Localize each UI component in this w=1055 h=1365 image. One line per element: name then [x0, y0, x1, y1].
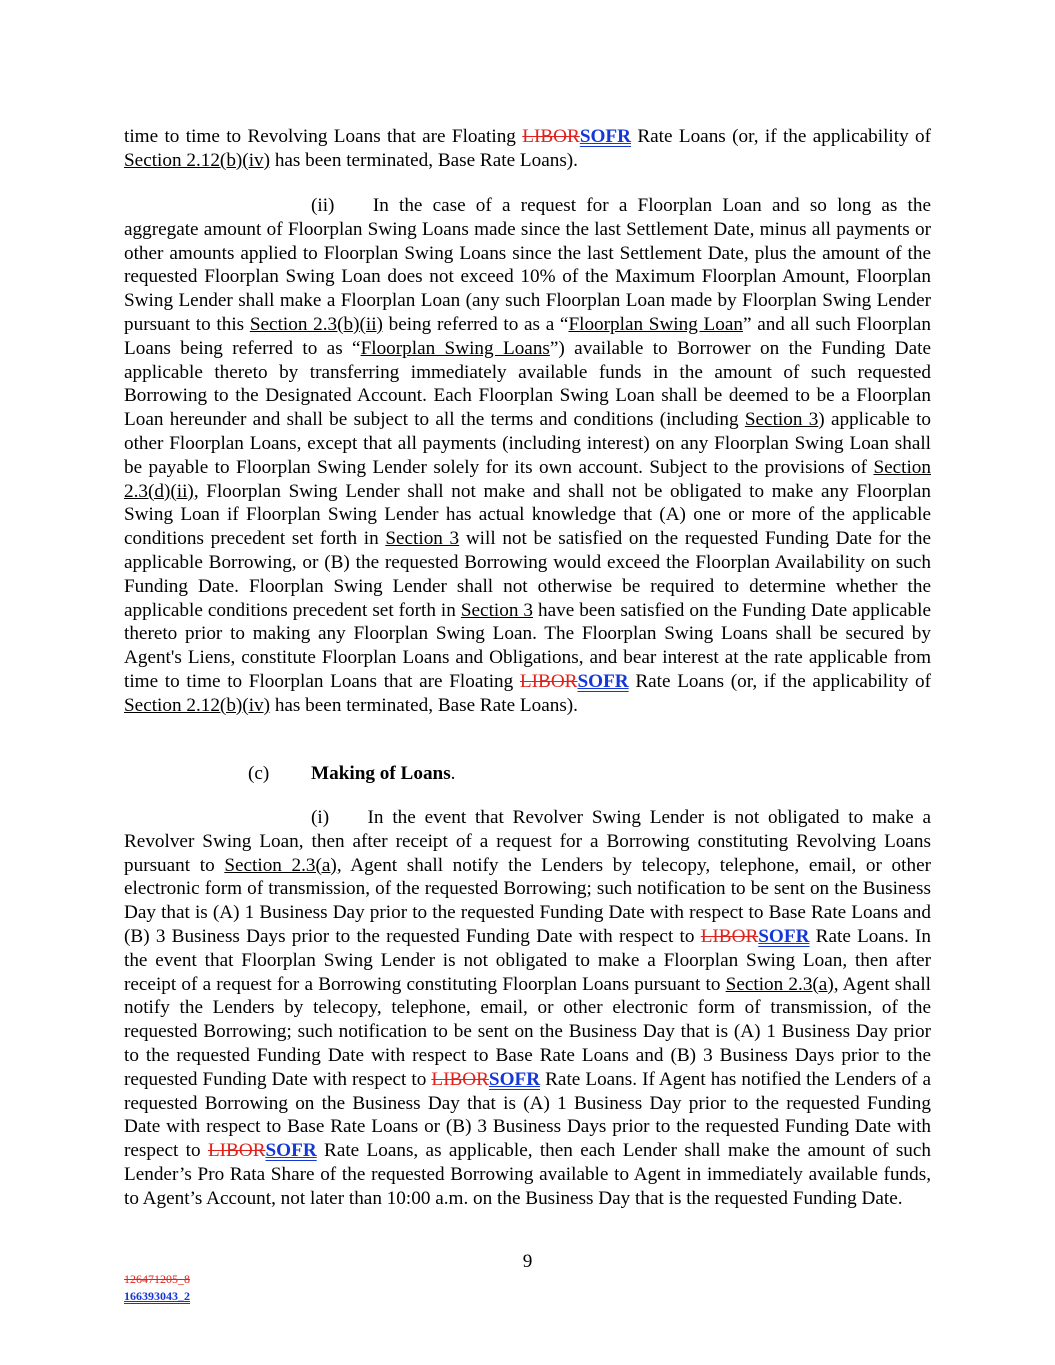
text-run: Rate Loans. In the event that Floorplan Swing Lender is not obligated to make a Floorplan Swing Loan, then after receipt of a request for a Borrowing constituting Floorplan Loans pursuant to	[124, 925, 931, 995]
text-run: has been terminated, Base Rate Loans).	[270, 694, 578, 716]
heading-period: .	[450, 763, 456, 784]
page-number: 9	[522, 1251, 533, 1272]
text-run: have been satisfied on the Funding Date applicable thereto prior to making any Floorplan Swing Loan. The Floorplan Swing Loans shall be secured by Agent's Liens, constitute Floorplan Loans and Obligations, and bear interest at the rate applicable from time to time to Floorplan Loans that are Floating	[124, 599, 931, 692]
text-run: Rate Loans, as applicable, then each Lender shall make the amount of such Lender’s Pro Rata Share of the requested Borrowing available to Agent in immediately available funds, to Agent’s Account, not later than 10:00 a.m. on the Business Day that is the requested Funding Date.	[124, 1140, 931, 1209]
text-run: (i) In the event that Revolver Swing Lender is not obligated to make a Revolver Swing Loan, then after receipt of a request for a Borrowing constituting Revolving Loans pursuant to	[124, 807, 931, 876]
text-run: will not be satisfied on the requested Funding Date for the applicable Borrowing, or (B) the requested Borrowing would exceed the Floorplan Availability on such Funding Date. Floorplan Swing Lender shall not otherwise be required to determine whether the applicable conditions precedent set forth in	[124, 528, 931, 621]
section-reference: Section 3	[744, 409, 819, 431]
section-reference: Section 2.12(b)(iv)	[124, 149, 271, 171]
text-run: (ii) In the case of a request for a Floorplan Loan and so long as the aggregate amount of Floorplan Swing Loans made since the last Settlement Date, minus all payments or other amounts applied to Floorplan Swing Loans since the last Settlement Date, plus the amount of the requested Floorplan Swing Loan does not exceed 10% of the Maximum Floorplan Amount, Floorplan Swing Lender shall make a Floorplan Loan (any such Floorplan Loan made by Floorplan Swing Lender pursuant to this	[124, 195, 931, 335]
defined-term: Floorplan Swing Loan	[568, 313, 743, 335]
text-run: has been terminated, Base Rate Loans).	[270, 149, 578, 171]
heading-number: (c)	[248, 763, 270, 784]
defined-term: Floorplan Swing Loans	[360, 337, 550, 359]
doc-id-inserted: 166393043_2	[124, 1289, 190, 1303]
section-reference: Section 2.3(a)	[725, 973, 834, 995]
text-run: Rate Loans. If Agent has notified the Lenders of a requested Borrowing on the Business Day that is (A) 1 Business Day prior to the requested Funding Date with respect to Base Rate Loans or (B) 3 Business Days prior to the requested Funding Date with respect to	[124, 1068, 931, 1162]
section-reference: Section 2.3(b)(ii)	[249, 313, 383, 335]
heading-title: Making of Loans	[311, 763, 451, 784]
text-run: , Agent shall notify the Lenders by telecopy, telephone, email, or other electronic form of transmission, of the requested Borrowing; such notification to be sent on the Business Day that is (A) 1 Business Day prior to the requested Funding Date with respect to Base Rate Loans and (B) 3 Business Days prior to the requested Funding Date with respect to	[124, 854, 931, 947]
section-reference: Section 3	[385, 528, 460, 550]
text-run: ” and all such Floorplan Loans being referred to as “	[124, 313, 931, 359]
text-run: , Agent shall notify the Lenders by telecopy, telephone, email, or other electronic form of transmission, of the requested Borrowing; such notification to be sent on the Business Day that is (A) 1 Business Day prior to the requested Funding Date with respect to Base Rate Loans and (B) 3 Business Days prior to the requested Funding Date with respect to	[124, 973, 931, 1090]
section-reference: Section 2.3(a)	[224, 854, 337, 876]
section-heading-c	[248, 762, 455, 786]
deleted-text: LIBOR	[522, 126, 580, 147]
inserted-text: SOFR	[579, 126, 631, 147]
paragraph-c-i	[124, 806, 931, 1211]
deleted-text: LIBOR	[207, 1140, 266, 1162]
inserted-text: SOFR	[488, 1068, 541, 1090]
doc-id-deleted: 126471205_8	[124, 1272, 190, 1286]
inserted-text: SOFR	[265, 1140, 317, 1162]
text-run: being referred to as a “	[382, 313, 569, 335]
text-run: time to time to Revolving Loans that are Floating	[124, 126, 523, 147]
section-reference: Section 2.3(d)(ii)	[124, 456, 931, 502]
inserted-text: SOFR	[758, 925, 810, 947]
section-reference: Section 3	[460, 599, 533, 621]
section-reference: Section 2.12(b)(iv)	[124, 694, 271, 716]
text-run: ”) available to Borrower on the Funding Date applicable thereto by transferring immediately available funds in the amount of such requested Borrowing to the Designated Account. Each Floorplan Swing Loan shall be deemed to be a Floorplan Loan hereunder and shall be subject to all the terms and conditions (including	[124, 337, 931, 431]
text-run: Rate Loans (or, if the applicability of	[628, 670, 931, 692]
paragraph-b-ii	[124, 194, 931, 718]
inserted-text: SOFR	[577, 670, 629, 692]
text-run: Rate Loans (or, if the applicability of	[631, 126, 931, 147]
text-run: , Floorplan Swing Lender shall not make and shall not be obligated to make any Floorplan Swing Loan if Floorplan Swing Lender has actual knowledge that (A) one or more of the applicable conditions precedent set forth in	[124, 480, 931, 550]
paragraph-continuation	[124, 125, 931, 173]
text-run: ) applicable to other Floorplan Loans, except that all payments (including interest) on any Floorplan Swing Loan shall be payable to Floorplan Swing Lender solely for its own account. Subject to the provisions of	[124, 409, 932, 478]
deleted-text: LIBOR	[431, 1068, 489, 1090]
deleted-text: LIBOR	[519, 670, 578, 692]
deleted-text: LIBOR	[700, 925, 759, 947]
